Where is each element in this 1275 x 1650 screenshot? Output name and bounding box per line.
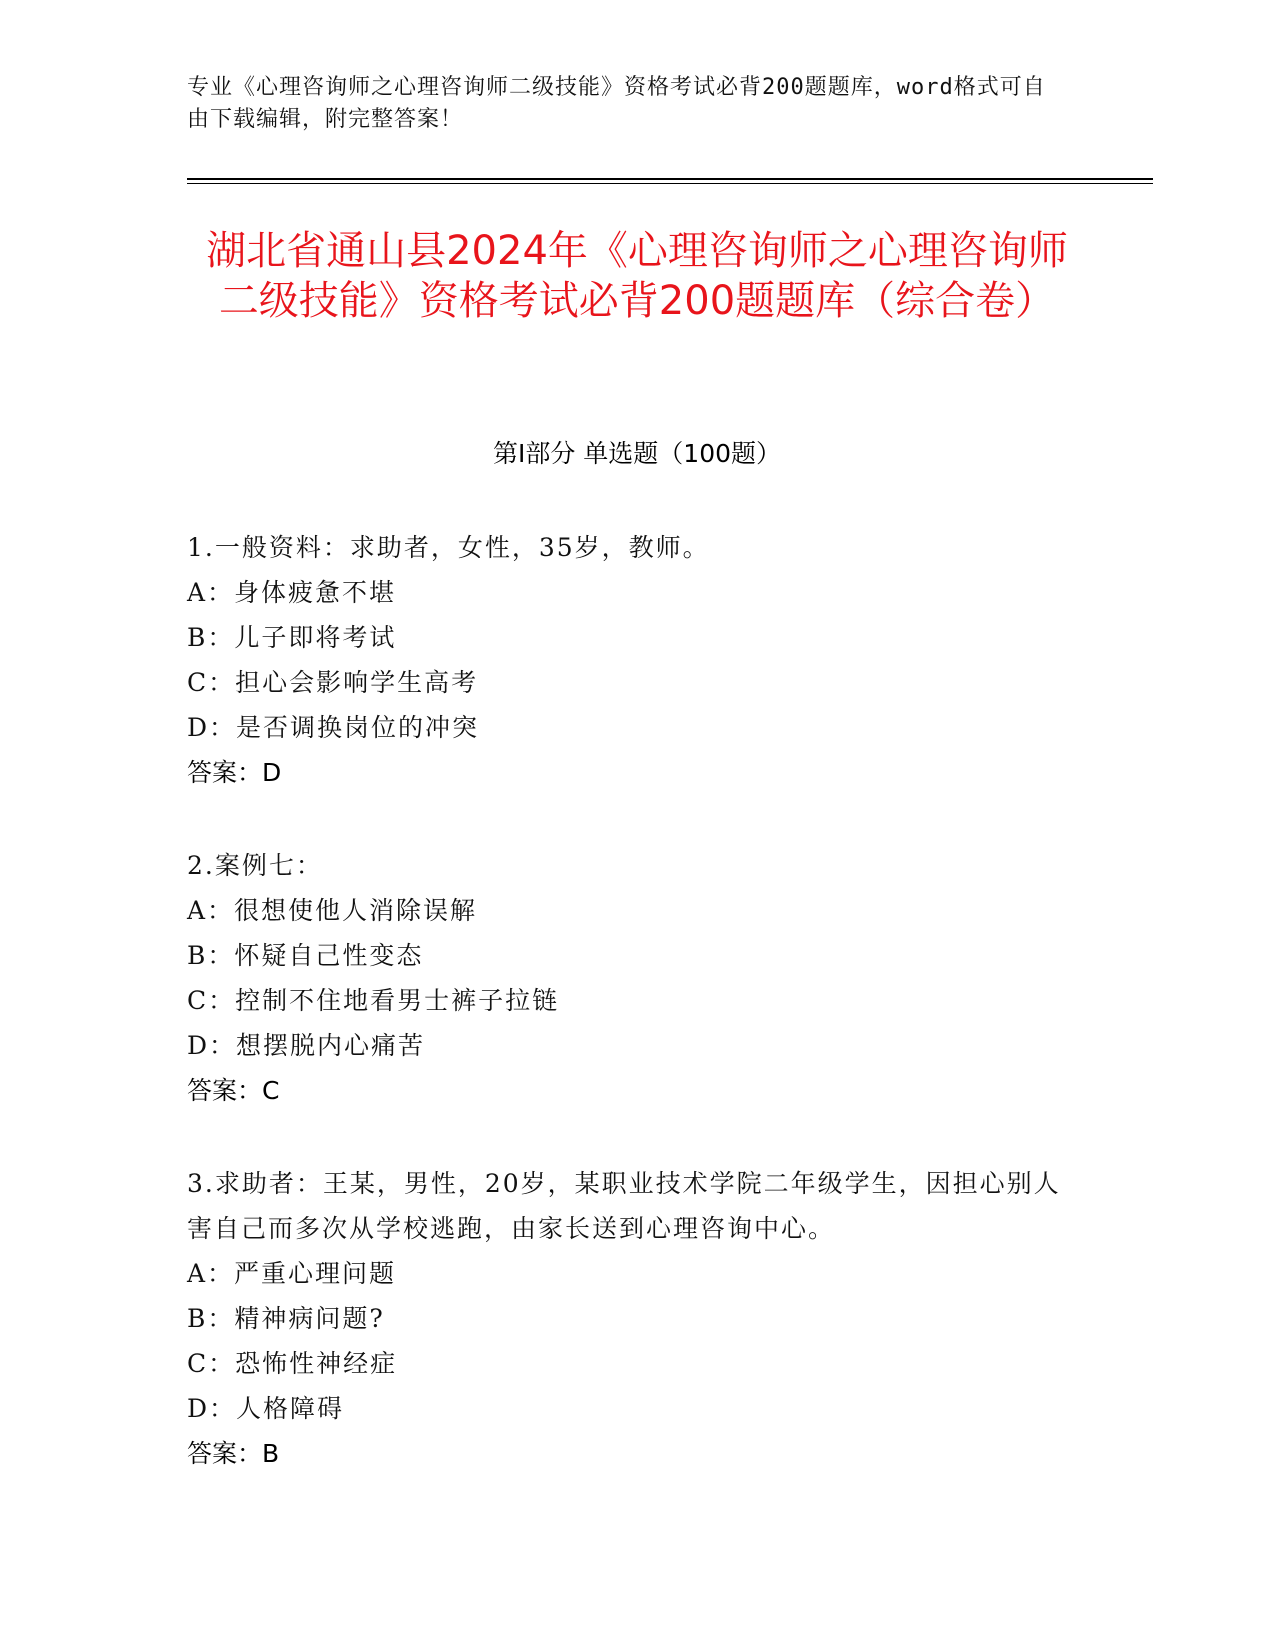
option-d: D：是否调换岗位的冲突 (187, 713, 480, 742)
answer-line: 答案：C (187, 1076, 280, 1105)
option-c: C：控制不住地看男士裤子拉链 (187, 986, 560, 1015)
document-title: 湖北省通山县2024年《心理咨询师之心理咨询师二级技能》资格考试必背200题题库（综合卷） (206, 228, 1068, 324)
header-rule-thin (187, 183, 1153, 184)
option-d: D：人格障碍 (187, 1394, 345, 1423)
question-3 (187, 1161, 1067, 1476)
option-a: A：很想使他人消除误解 (187, 896, 478, 925)
option-d: D：想摆脱内心痛苦 (187, 1031, 426, 1060)
question-stem: 2.案例七： (187, 851, 323, 880)
option-b: B：儿子即将考试 (187, 623, 397, 652)
answer-line: 答案：D (187, 758, 282, 787)
header-rule-thick (187, 178, 1153, 180)
option-c: C：担心会影响学生高考 (187, 668, 479, 697)
option-a: A：身体疲惫不堪 (187, 578, 397, 607)
header-note: 专业《心理咨询师之心理咨询师二级技能》资格考试必背200题题库，word格式可自由下载编辑，附完整答案！ (187, 75, 1046, 132)
section-title: 第Ⅰ部分 单选题（100题） (492, 439, 782, 468)
question-2 (187, 843, 1067, 1113)
answer-line: 答案：B (187, 1439, 280, 1468)
question-stem: 3.求助者：王某，男性，20岁，某职业技术学院二年级学生，因担心别人害自己而多次从学校逃跑，由家长送到心理咨询中心。 (187, 1169, 1061, 1243)
question-stem: 1.一般资料：求助者，女性，35岁，教师。 (187, 533, 710, 562)
option-c: C：恐怖性神经症 (187, 1349, 398, 1378)
question-1 (187, 525, 1067, 795)
option-b: B：精神病问题? (187, 1304, 385, 1333)
option-a: A：严重心理问题 (187, 1259, 397, 1288)
option-b: B：怀疑自己性变态 (187, 941, 424, 970)
